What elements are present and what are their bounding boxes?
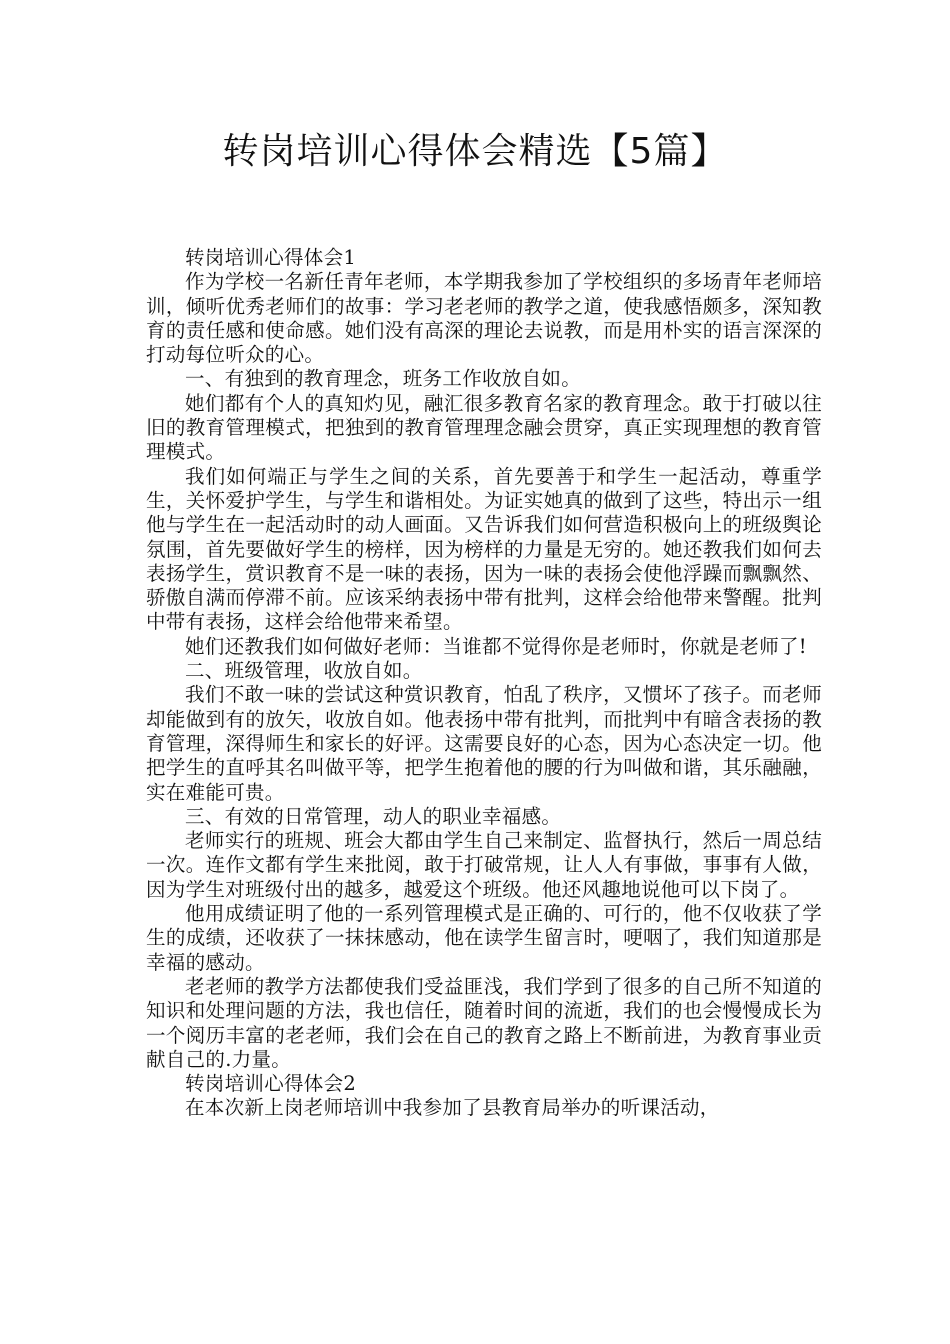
body-paragraph: 她们还教我们如何做好老师：当谁都不觉得你是老师时，你就是老师了! xyxy=(185,634,807,658)
body-paragraph: 我们不敢一味的尝试这种赏识教育，怕乱了秩序，又惯坏了孩子。而老师却能做到有的放矢，收放自如。他表扬中带有批判，而批判中有暗含表扬的教育管理，深得师生和家长的好评。这需要良好的心态，因为心态决定一切。他把学生的直呼其名叫做平等，把学生抱着他的腰的行为叫做和谐，其乐融融，实在难能可贵。 xyxy=(146,683,822,804)
body-paragraph: 我们如何端正与学生之间的关系，首先要善于和学生一起活动，尊重学生，关怀爱护学生，与学生和谐相处。为证实她真的做到了这些，特出示一组他与学生在一起活动时的动人画面。又告诉我们如何营造积极向上的班级舆论氛围，首先要做好学生的榜样，因为榜样的力量是无穷的。她还教我们如何去表扬学生，赏识教育不是一味的表扬，因为一味的表扬会使他浮躁而飘飘然、骄傲自满而停滞不前。应该采纳表扬中带有批判，这样会给他带来警醒。批判中带有表扬，这样会给他带来希望。 xyxy=(146,464,822,634)
body-paragraph: 老师实行的班规、班会大都由学生自己来制定、监督执行，然后一周总结一次。连作文都有学生来批阅，敢于打破常规，让人人有事做，事事有人做，因为学生对班级付出的越多，越爱这个班级。他还风趣地说他可以下岗了。 xyxy=(146,829,822,901)
section-heading: 转岗培训心得体会2 xyxy=(185,1072,357,1096)
subsection-heading: 二、班级管理，收放自如。 xyxy=(185,659,423,683)
subsection-heading: 一、有独到的教育理念，班务工作收放自如。 xyxy=(185,367,582,391)
body-paragraph: 她们都有个人的真知灼见，融汇很多教育名家的教育理念。敢于打破以往旧的教育管理模式，把独到的教育管理理念融会贯穿，真正实现理想的教育管理模式。 xyxy=(146,391,822,464)
document-title: 转岗培训心得体会精选【5篇】 xyxy=(222,131,728,172)
body-paragraph: 在本次新上岗老师培训中我参加了县教育局举办的听课活动， xyxy=(185,1096,720,1120)
body-paragraph: 老老师的教学方法都使我们受益匪浅，我们学到了很多的自己所不知道的知识和处理问题的方法，我也信任，随着时间的流逝，我们的也会慢慢成长为一个阅历丰富的老老师，我们会在自己的教育之路上不断前进，为教育事业贡献自己的.力量。 xyxy=(146,974,822,1071)
subsection-heading: 三、有效的日常管理，动人的职业幸福感。 xyxy=(185,804,562,828)
body-paragraph: 作为学校一名新任青年老师，本学期我参加了学校组织的多场青年老师培训，倾听优秀老师们的故事：学习老老师的教学之道，使我感悟颇多，深知教育的责任感和使命感。她们没有高深的理论去说教，而是用朴实的语言深深的打动每位听众的心。 xyxy=(146,270,822,367)
section-heading: 转岗培训心得体会1 xyxy=(185,246,357,269)
body-paragraph: 他用成绩证明了他的一系列管理模式是正确的、可行的，他不仅收获了学生的成绩，还收获了一抹抹感动，他在读学生留言时，哽咽了，我们知道那是幸福的感动。 xyxy=(146,902,822,974)
document-body xyxy=(146,246,822,1121)
